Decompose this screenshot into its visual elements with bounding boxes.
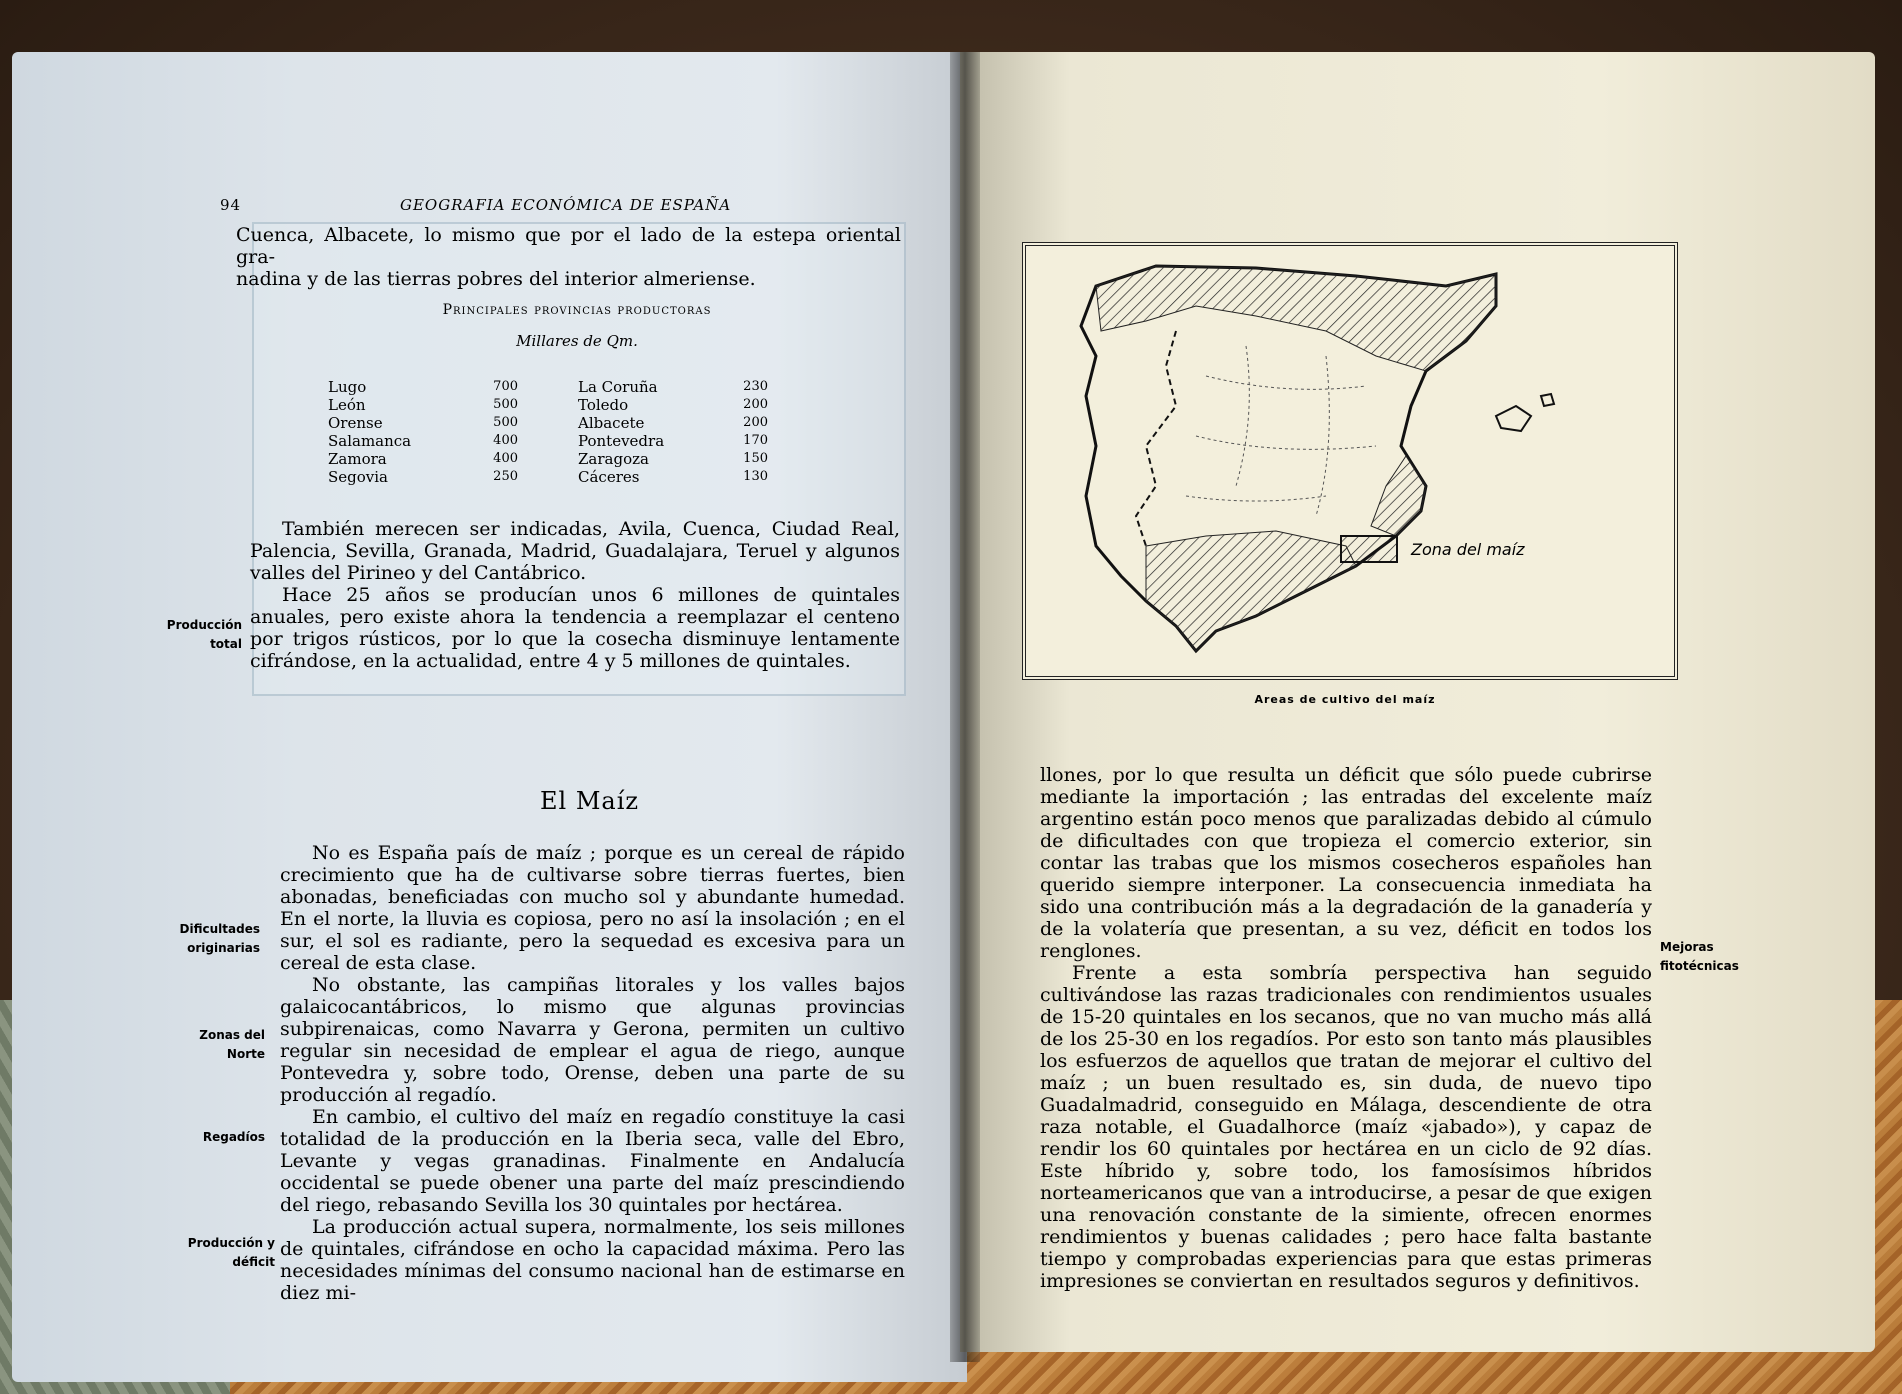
maize-zone-north [1096, 266, 1496, 371]
province-value: 500 [493, 415, 518, 430]
maize-zone-levante [1371, 456, 1426, 536]
province-value: 400 [493, 451, 518, 466]
section-title: El Maíz [540, 787, 640, 815]
province-value: 200 [743, 397, 768, 412]
table-row [328, 378, 828, 396]
margin-note-dificultades: Dificultades originarias [179, 922, 260, 955]
province-value: 170 [743, 433, 768, 448]
province-name: Albacete [578, 414, 645, 432]
maize-zone-south [1146, 531, 1356, 651]
page-number: 94 [220, 196, 242, 214]
paragraph: No es España país de maíz ; porque es un cereal de rápido crecimiento que ha de cultivarse sobre tierras fuertes, bien abonadas, beneficiadas con mucho sol y abundante humedad. En el norte, la lluvia es copiosa, pero no así la insolación ; en el sur, el sol es radiante, pero la sequedad es excesiva para un cereal de esta clase. [280, 842, 905, 974]
margin-note-zonas: Zonas del Norte [199, 1028, 265, 1061]
map-caption: Areas de cultivo del maíz [1254, 693, 1436, 706]
province-value: 400 [493, 433, 518, 448]
province-name: Segovia [328, 468, 388, 486]
province-name: Toledo [578, 396, 629, 414]
province-value: 200 [743, 415, 768, 430]
map-figure [1022, 242, 1678, 680]
intro-line-1: Cuenca, Albacete, lo mismo que por el lado de la estepa oriental gra- [236, 224, 901, 268]
table-row [328, 468, 828, 486]
table-row [328, 432, 828, 450]
province-name: Zaragoza [578, 450, 649, 468]
margin-note-regadios: Regadíos [202, 1130, 265, 1144]
paragraph: También merecen ser indicadas, Avila, Cuenca, Ciudad Real, Palencia, Sevilla, Granada, Madrid, Guadalajara, Teruel y algunos valles del Pirineo y del Cantábrico. [250, 518, 900, 584]
paragraph: Hace 25 años se producían unos 6 millones de quintales anuales, pero existe ahora la tendencia a reemplazar el centeno por trigos rústicos, por lo que la cosecha disminuye lentamente cifrándose, en la actualidad, entre 4 y 5 millones de quintales. [250, 584, 900, 672]
river-lines [1186, 346, 1376, 516]
province-name: Cáceres [578, 468, 640, 486]
province-value: 150 [743, 451, 768, 466]
province-name: Pontevedra [578, 432, 665, 450]
table-row [328, 396, 828, 414]
table-subtitle: Millares de Qm. [516, 332, 638, 350]
legend-label: Zona del maíz [1411, 540, 1525, 559]
left-text-block-1 [250, 518, 900, 672]
balearic-islands [1496, 394, 1554, 431]
intro-line-2: nadina y de las tierras pobres del interior almeriense. [236, 268, 756, 290]
province-value: 130 [743, 469, 768, 484]
paragraph: No obstante, las campiñas litorales y los valles bajos galaicocantábricos, lo mismo que algunas provincias subpirenaicas, como Navarra y Gerona, permiten un cultivo regular sin necesidad de emplear el agua de riego, aunque Pontevedra y, sobre todo, Orense, deben una parte de su producción al regadío. [280, 974, 905, 1106]
paragraph: En cambio, el cultivo del maíz en regadío constituye la casi totalidad de la producción en la Iberia seca, valle del Ebro, Levante y vegas granadinas. Finalmente en Andalucía occidental se puede obener una parte del maíz prescindiendo del riego, rebasando Sevilla los 30 quintales por hectárea. [280, 1106, 905, 1216]
portugal-border [1136, 331, 1176, 546]
legend-swatch [1341, 536, 1397, 562]
intro-text [236, 224, 901, 290]
margin-note-mejoras: Mejoras fitotécnicas [1660, 940, 1739, 973]
province-name: Lugo [328, 378, 367, 396]
table-row [328, 414, 828, 432]
province-value: 700 [493, 379, 518, 394]
province-value: 230 [743, 379, 768, 394]
left-text-block-2 [280, 842, 905, 1304]
right-text-block [1040, 764, 1652, 1292]
book-gutter [950, 52, 980, 1362]
iberia-map [1026, 246, 1666, 668]
province-value: 250 [493, 469, 518, 484]
running-title: GEOGRAFIA ECONÓMICA DE ESPAÑA [400, 196, 732, 214]
province-name: Orense [328, 414, 383, 432]
margin-note-produccion-deficit: Producción y déficit [187, 1236, 275, 1269]
paragraph: llones, por lo que resulta un déficit que sólo puede cubrirse mediante la importación ; las entradas del excelente maíz argentino están poco menos que paralizadas debido al cúmulo de dificultades con que tropieza el comercio exterior, sin contar las trabas que los mismos cosecheros españoles han querido siempre interponer. La consecuencia inmediata ha sido una contribución más a la degradación de la ganadería y de la volatería que presentan, a su vez, déficit en todos los renglones. [1040, 764, 1652, 962]
paragraph: La producción actual supera, normalmente, los seis millones de quintales, cifrándose en ocho la capacidad máxima. Pero las necesidades mínimas del consumo nacional han de estimarse en diez mi- [280, 1216, 905, 1304]
provinces-table [328, 378, 828, 486]
province-value: 500 [493, 397, 518, 412]
province-name: La Coruña [578, 378, 658, 396]
table-title: Principales provincias productoras [442, 302, 712, 318]
margin-note-produccion-total: Producción total [166, 618, 242, 651]
paragraph: Frente a esta sombría perspectiva han seguido cultivándose las razas tradicionales con rendimientos usuales de 15-20 quintales en los secanos, que no van mucho más allá de los 25-30 en los regadíos. Por esto son tanto más plausibles los esfuerzos de aquellos que tratan de mejorar el cultivo del maíz ; un buen resultado es, sin duda, de nuevo tipo Guadalmadrid, conseguido en Málaga, descendiente de otra raza notable, el Guadalhorce (maíz «jabado»), y capaz de rendir los 60 quintales por hectárea en un ciclo de 92 días. Este híbrido y, sobre todo, los famosísimos híbridos norteamericanos que van a introducirse, a pesar de que exigen una renovación constante de la simiente, ofrecen enormes rendimientos y buenas calidades ; pero hace falta bastante tiempo y comprobadas experiencias para que estas primeras impresiones se conviertan en resultados seguros y definitivos. [1040, 962, 1652, 1292]
province-name: León [328, 396, 366, 414]
province-name: Salamanca [328, 432, 412, 450]
province-name: Zamora [328, 450, 387, 468]
table-row [328, 450, 828, 468]
